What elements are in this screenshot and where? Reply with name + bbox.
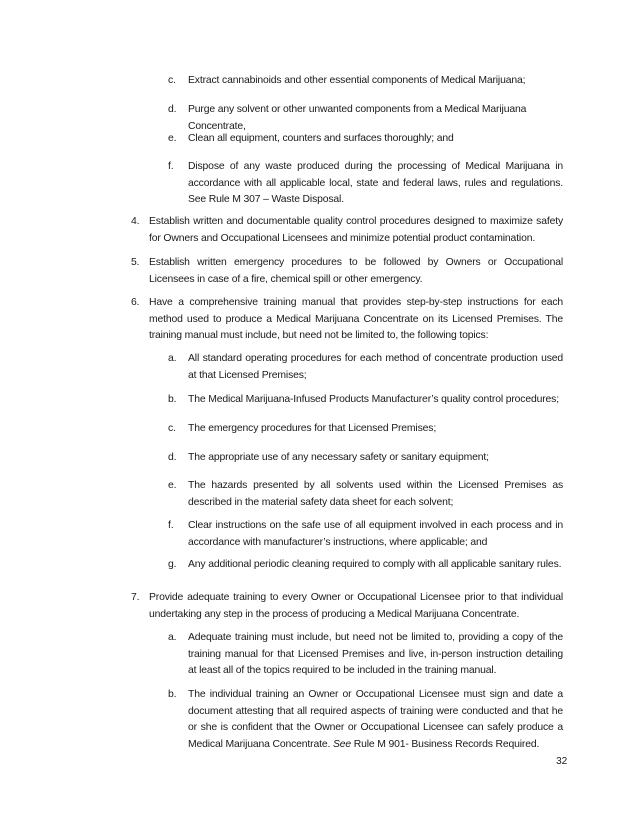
list-marker: b. xyxy=(168,394,177,405)
list-item-text: Have a comprehensive training manual that provides step-by-step instructions for each method used to produce a Medical Marijuana Concentrate on its Licensed Premises. The training manual must include, but need not be limited to, the following topics: xyxy=(149,297,563,341)
page-number: 32 xyxy=(556,756,567,767)
list-item xyxy=(168,518,563,551)
list-item xyxy=(168,131,563,148)
list-item xyxy=(168,478,563,511)
list-marker: a. xyxy=(168,353,177,364)
list-item xyxy=(168,392,568,409)
list-item xyxy=(168,630,563,680)
list-item xyxy=(168,159,563,209)
list-item xyxy=(131,295,563,345)
list-item xyxy=(168,557,563,574)
list-marker: d. xyxy=(168,452,177,463)
list-marker: f. xyxy=(168,520,174,531)
list-item-text: All standard operating procedures for each method of concentrate production used at that Licensed Premises; xyxy=(188,353,563,381)
list-marker: 4. xyxy=(131,216,140,227)
list-item-text: The appropriate use of any necessary safety or sanitary equipment; xyxy=(188,452,489,463)
list-marker: 5. xyxy=(131,257,140,268)
list-item-text: The Medical Marijuana-Infused Products Manufacturer’s quality control procedures; xyxy=(188,394,559,405)
list-item-text: Adequate training must include, but need not be limited to, providing a copy of the training manual for that Licensed Premises and live, in-person instruction detailing at least all of the topics required to be included in the training manual. xyxy=(188,632,563,676)
list-item-text: Dispose of any waste produced during the processing of Medical Marijuana in accordance with all applicable local, state and federal laws, rules and regulations. See Rule M 307 – Waste Disposal. xyxy=(188,161,563,205)
list-marker: f. xyxy=(168,161,174,172)
list-item xyxy=(168,73,563,90)
list-item-text: Establish written and documentable quality control procedures designed to maximize safety for Owners and Occupational Licensees and minimize potential product contamination. xyxy=(149,216,563,244)
list-item-text: Clean all equipment, counters and surfaces thoroughly; and xyxy=(188,133,454,144)
list-marker: a. xyxy=(168,632,177,643)
list-item-text-tail: Rule M 901- Business Records Required. xyxy=(350,738,540,750)
list-marker: e. xyxy=(168,133,177,144)
list-item-text: Extract cannabinoids and other essential components of Medical Marijuana; xyxy=(188,75,526,86)
list-marker: c. xyxy=(168,423,176,434)
list-item xyxy=(131,214,563,247)
list-marker: 7. xyxy=(131,592,140,603)
list-item-text: The hazards presented by all solvents used within the Licensed Premises as described in the material safety data sheet for each solvent; xyxy=(188,480,563,508)
list-item xyxy=(131,255,563,288)
list-item-text: Provide adequate training to every Owner or Occupational Licensee prior to that individual undertaking any step in the process of producing a Medical Marijuana Concentrate. xyxy=(149,592,563,620)
list-marker: d. xyxy=(168,104,177,115)
list-item xyxy=(131,590,563,623)
list-item xyxy=(168,351,563,384)
list-item-text: Clear instructions on the safe use of all equipment involved in each process and in accordance with manufacturer’s instructions, where applicable; and xyxy=(188,520,563,548)
list-item xyxy=(168,687,563,753)
list-marker: g. xyxy=(168,559,177,570)
see-reference: See xyxy=(332,738,351,750)
list-marker: c. xyxy=(168,75,176,86)
list-marker: b. xyxy=(168,689,177,700)
list-item xyxy=(168,450,563,467)
list-item xyxy=(168,421,563,438)
list-item-text: The emergency procedures for that Licensed Premises; xyxy=(188,423,437,434)
list-item-text: Establish written emergency procedures to be followed by Owners or Occupational Licensees in case of a fire, chemical spill or other emergency. xyxy=(149,257,563,285)
list-item-text xyxy=(188,687,563,753)
list-item-text-main: The individual training an Owner or Occupational Licensee must sign and date a document attesting that all required aspects of training were conducted and that he or she is confident that the Owner or Occupational Licensee can safely produce a Medical Marijuana Concentrate. xyxy=(188,689,563,750)
list-marker: e. xyxy=(168,480,177,491)
list-item-text: Any additional periodic cleaning required to comply with all applicable sanitary rules. xyxy=(188,559,562,570)
list-item-text: Purge any solvent or other unwanted components from a Medical Marijuana Concentrate, xyxy=(188,104,527,132)
list-marker: 6. xyxy=(131,297,140,308)
